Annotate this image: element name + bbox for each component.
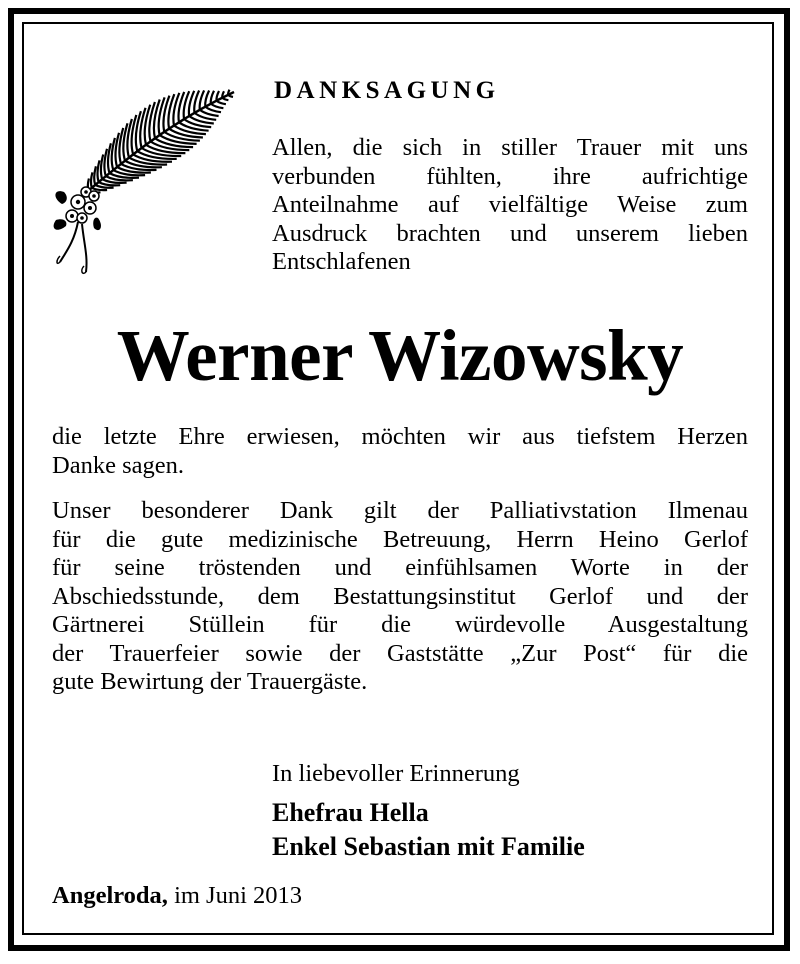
paragraph-line: gute Bewirtung der Trauergäste. bbox=[52, 668, 368, 695]
signature-name: Ehefrau Hella bbox=[272, 798, 429, 827]
paragraph-line: Abschiedsstunde, dem Bestattungsinstitut Gerlof und der bbox=[52, 582, 748, 610]
paragraph-line: für die gute medizinische Betreuung, Herrn Heino Gerlof bbox=[52, 525, 748, 553]
signature-intro: In liebevoller Erinnerung bbox=[272, 760, 520, 787]
signature-name: Enkel Sebastian mit Familie bbox=[272, 832, 585, 861]
paragraph-special-thanks bbox=[52, 497, 748, 697]
paragraph-line: Danke sagen. bbox=[52, 451, 184, 479]
intro-text bbox=[272, 134, 748, 277]
feather-barb bbox=[104, 149, 107, 176]
intro-line: Entschlafenen bbox=[272, 248, 411, 275]
feather-barb bbox=[94, 166, 96, 185]
feather-barb bbox=[228, 95, 233, 97]
paragraph-line: für seine tröstenden und einfühlsamen Worte in der bbox=[52, 554, 748, 581]
paragraph-line: die letzte Ehre erwiesen, möchten wir aus tiefstem Herzen bbox=[52, 423, 748, 450]
feather-barb bbox=[91, 172, 92, 187]
intro-line: Ausdruck brachten und unserem lieben bbox=[272, 219, 748, 247]
paragraph-thanks bbox=[52, 423, 748, 480]
place-name: Angelroda, bbox=[52, 882, 168, 909]
intro-line: Allen, die sich in stiller Trauer mit uns bbox=[272, 134, 748, 161]
feather-barb bbox=[222, 98, 228, 101]
feather-with-flowers-icon bbox=[48, 84, 240, 280]
feather-barb bbox=[217, 101, 226, 105]
intro-line: verbunden fühlten, ihre aufrichtige bbox=[272, 162, 748, 190]
feather-barb bbox=[98, 160, 100, 182]
date-text: im Juni 2013 bbox=[174, 882, 303, 909]
heading-danksagung: DANKSAGUNG bbox=[274, 77, 500, 104]
paragraph-line: Unser besonderer Dank gilt der Palliativstation Ilmenau bbox=[52, 497, 748, 524]
deceased-name: Werner Wizowsky bbox=[116, 315, 684, 396]
feather-barb bbox=[101, 155, 103, 180]
intro-line: Anteilnahme auf vielfältige Weise zum bbox=[272, 191, 748, 218]
paragraph-line: der Trauerfeier sowie der Gaststätte „Zur Post“ für die bbox=[52, 639, 748, 667]
feather-barb bbox=[108, 143, 111, 173]
place-and-date bbox=[52, 881, 302, 911]
paragraph-line: Gärtnerei Stüllein für die würdevolle Ausgestaltung bbox=[52, 611, 748, 638]
